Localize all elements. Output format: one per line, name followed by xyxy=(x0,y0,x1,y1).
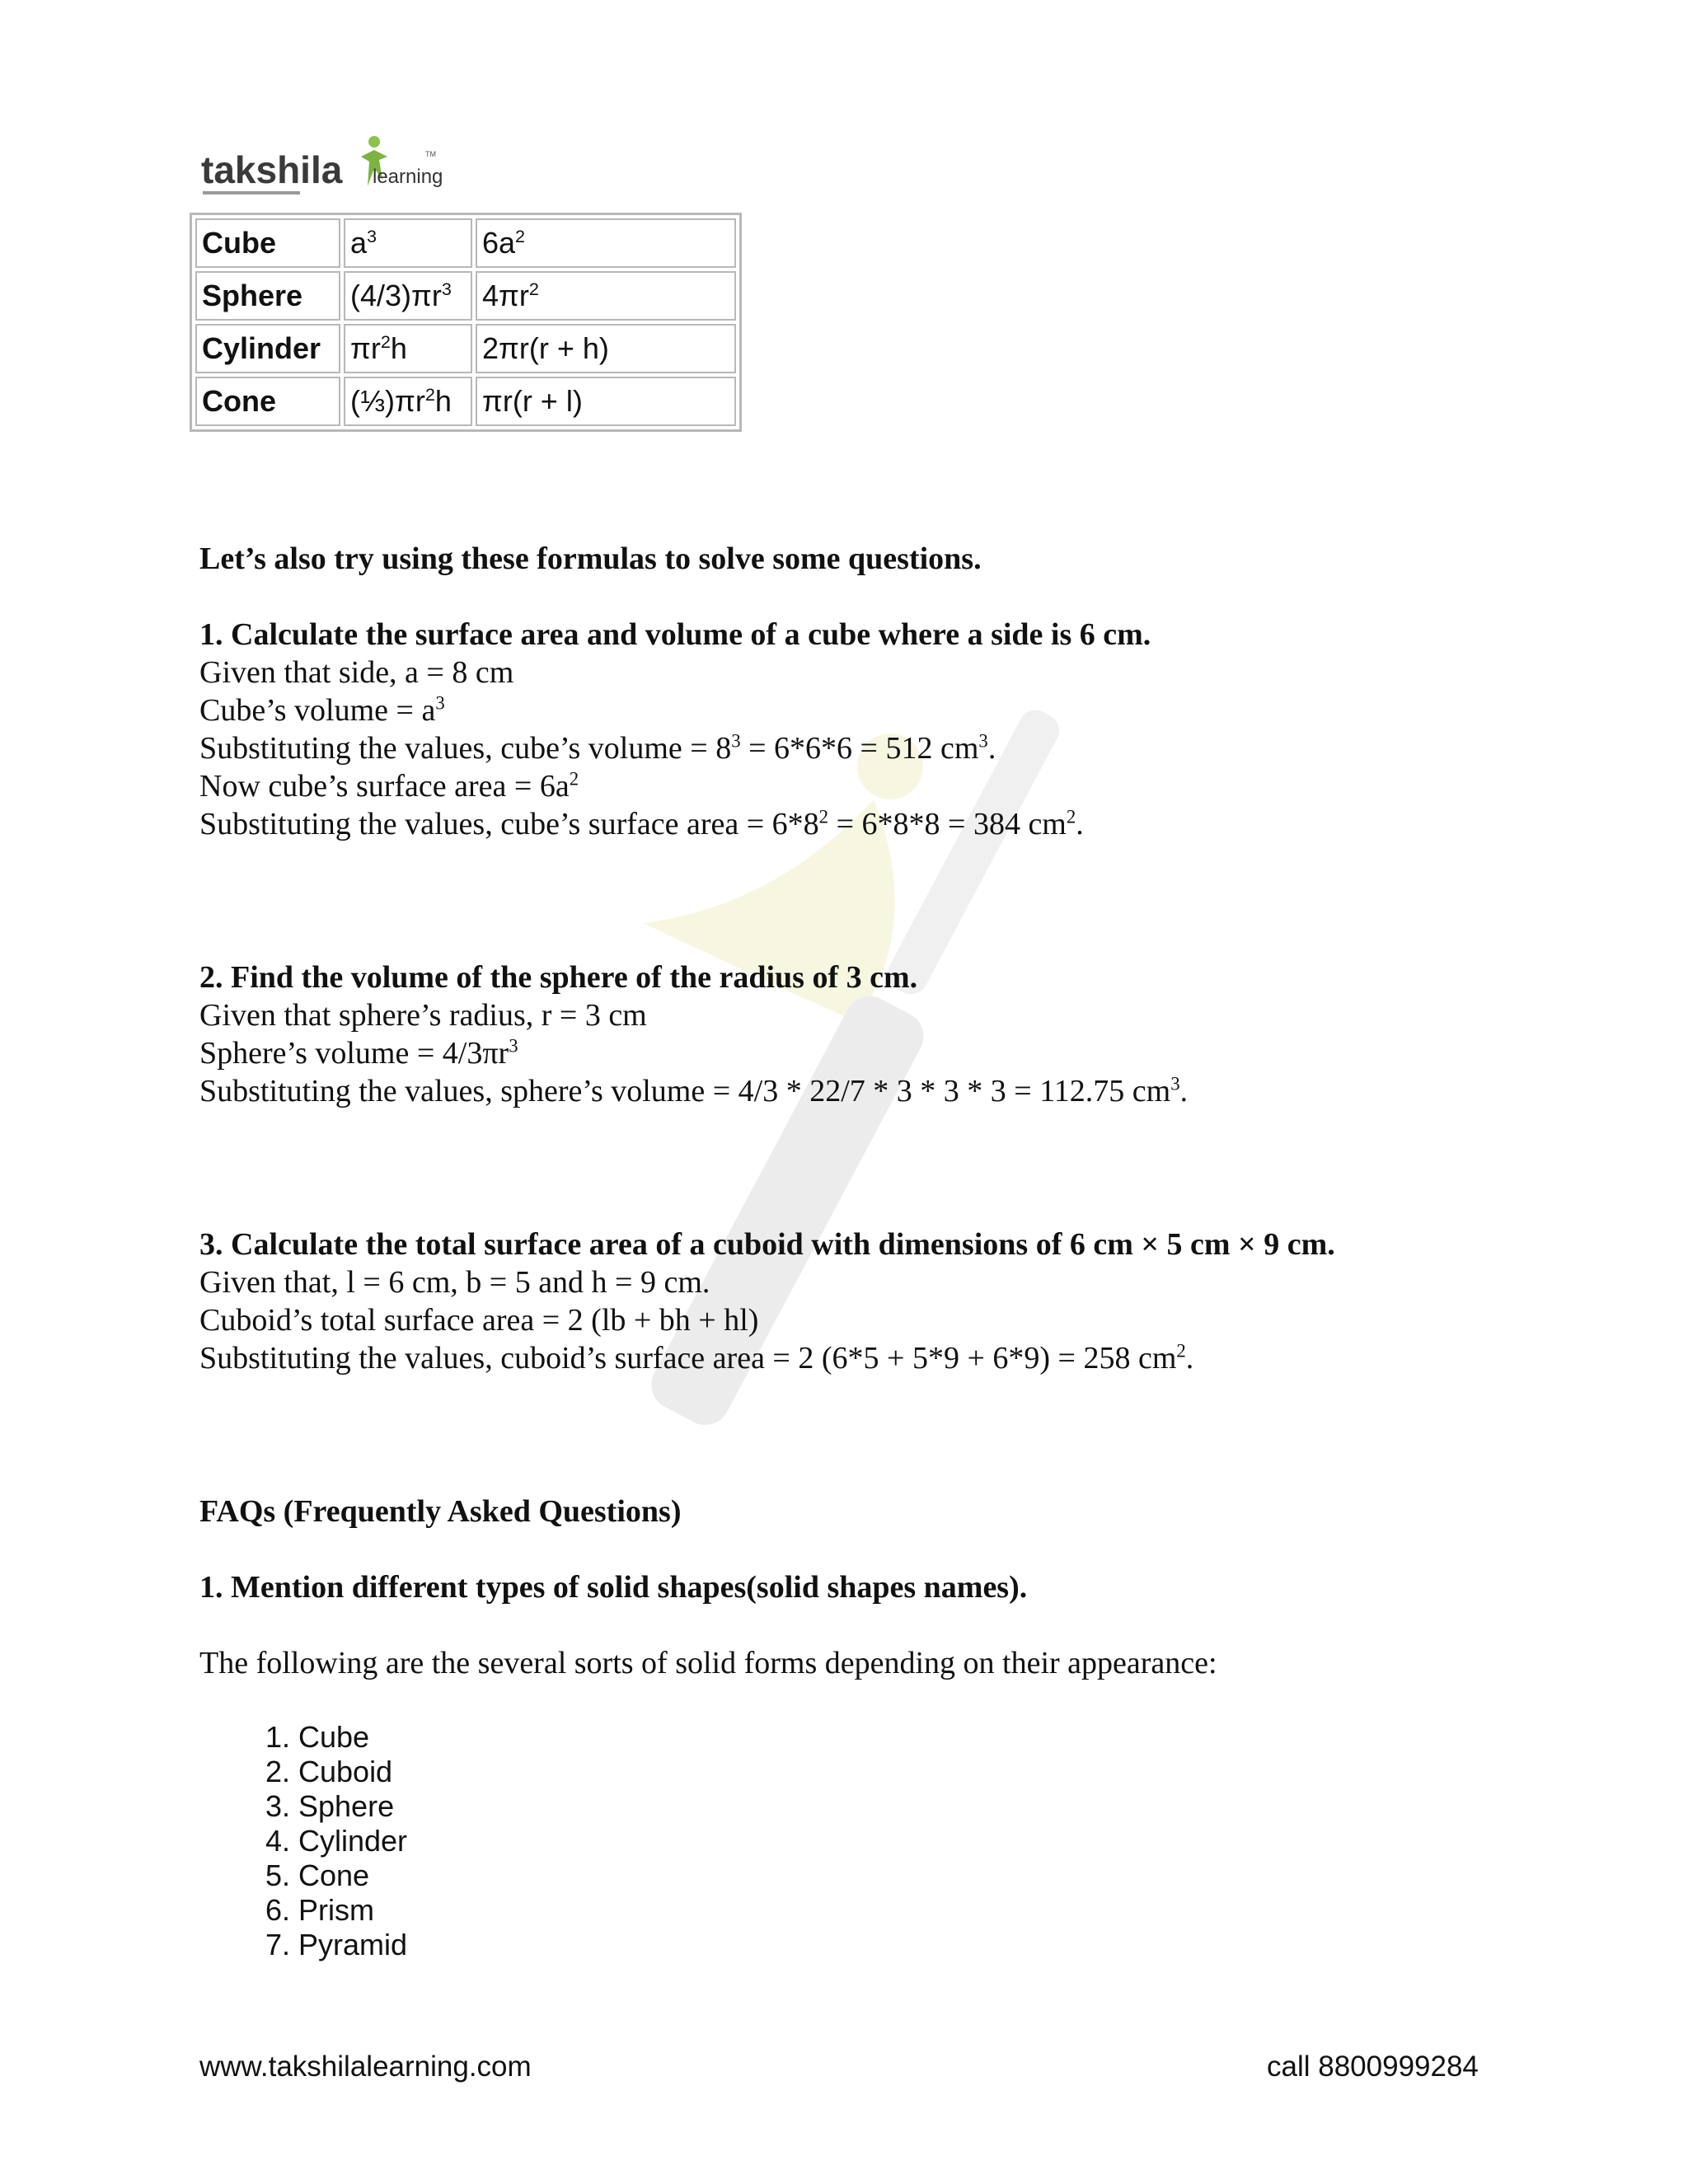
shape-name-cell: Sphere xyxy=(195,271,340,321)
volume-formula-cell: $\pi r^2h$ xyxy=(344,324,472,373)
shape-name-cell: Cube xyxy=(195,218,340,268)
takshila-logo xyxy=(199,132,447,210)
list-item: 2. Cuboid xyxy=(298,1755,1518,1789)
volume-formula-cell: $a^3$ xyxy=(344,218,472,268)
table-row xyxy=(195,377,736,426)
list-item: 4. Cylinder xyxy=(298,1824,1518,1858)
q3-line3: Substituting the values, cuboid’s surface area = 2 (6*5 + 5*9 + 6*9) = 258 $cm^2$. xyxy=(199,1340,1194,1376)
q1-line5: Substituting the values, cube’s surface area = $6*8^2 = 6*8*8 = 384$ $cm^2$. xyxy=(199,806,1084,841)
document-body xyxy=(199,540,1518,1962)
table-row xyxy=(195,218,736,268)
q1-line3: Substituting the values, cube’s volume = $8^3 = 6*6*6 = 512$ $cm^3$. xyxy=(199,730,996,766)
q1-line2: Cube’s volume = $a^3$ xyxy=(199,692,445,728)
q2-line2: Sphere’s volume = $4/3\pi r^3$ xyxy=(199,1035,518,1071)
q1-line1: Given that side, a = 8 cm xyxy=(199,655,514,690)
table-row xyxy=(195,324,736,373)
svg-text:takshila: takshila xyxy=(201,148,343,191)
list-item: 3. Sphere xyxy=(298,1789,1518,1824)
q2-title: 2. Find the volume of the sphere of the radius of 3 cm. xyxy=(199,960,918,995)
q3-title: 3. Calculate the total surface area of a cuboid with dimensions of 6 cm × 5 cm × 9 cm. xyxy=(199,1227,1335,1262)
surface-area-formula-cell: 2πr(r + h) xyxy=(476,324,736,373)
q2-line1: Given that sphere’s radius, r = 3 cm xyxy=(199,998,647,1033)
faq-heading: FAQs (Frequently Asked Questions) xyxy=(199,1494,682,1529)
volume-formula-cell: $(4/3)\pi r^3$ xyxy=(344,271,472,321)
shape-name-cell: Cylinder xyxy=(195,324,340,373)
list-item: 6. Prism xyxy=(298,1893,1518,1928)
q3-line1: Given that, l = 6 cm, b = 5 and h = 9 cm. xyxy=(199,1265,710,1300)
formula-table xyxy=(190,213,742,432)
surface-area-formula-cell: πr(r + l) xyxy=(476,377,736,426)
shape-name-cell: Cone xyxy=(195,377,340,426)
surface-area-formula-cell: $4\pi r^2$ xyxy=(476,271,736,321)
intro-text: Let’s also try using these formulas to solve some questions. xyxy=(199,541,982,576)
svg-text:TM: TM xyxy=(425,150,436,158)
q3-line2: Cuboid’s total surface area = 2 (lb + bh + hl) xyxy=(199,1303,759,1338)
list-item: 5. Cone xyxy=(298,1858,1518,1893)
svg-text:learning: learning xyxy=(373,166,443,188)
q1-line4: Now cube’s surface area = $6a^2$ xyxy=(199,768,579,804)
q1-title: 1. Calculate the surface area and volume of a cube where a side is 6 cm. xyxy=(199,617,1151,652)
volume-formula-cell: $(\frac{1}{3})\pi r^2h$ xyxy=(344,377,472,426)
faq1-title: 1. Mention different types of solid shapes(solid shapes names). xyxy=(199,1570,1028,1605)
table-row xyxy=(195,271,736,321)
list-item: 7. Pyramid xyxy=(298,1928,1518,1962)
q2-line3: Substituting the values, sphere’s volume = 4/3 * 22/7 * 3 * 3 * 3 = 112.75 $cm^3$. xyxy=(199,1073,1189,1108)
list-item: 1. Cube xyxy=(298,1720,1518,1755)
surface-area-formula-cell: $6a^2$ xyxy=(476,218,736,268)
footer-phone: call 8800999284 xyxy=(1267,2050,1479,2083)
solid-shapes-list xyxy=(199,1720,1518,1962)
faq1-answer: The following are the several sorts of solid forms depending on their appearance: xyxy=(199,1646,1217,1680)
footer-website: www.takshilalearning.com xyxy=(199,2050,532,2083)
